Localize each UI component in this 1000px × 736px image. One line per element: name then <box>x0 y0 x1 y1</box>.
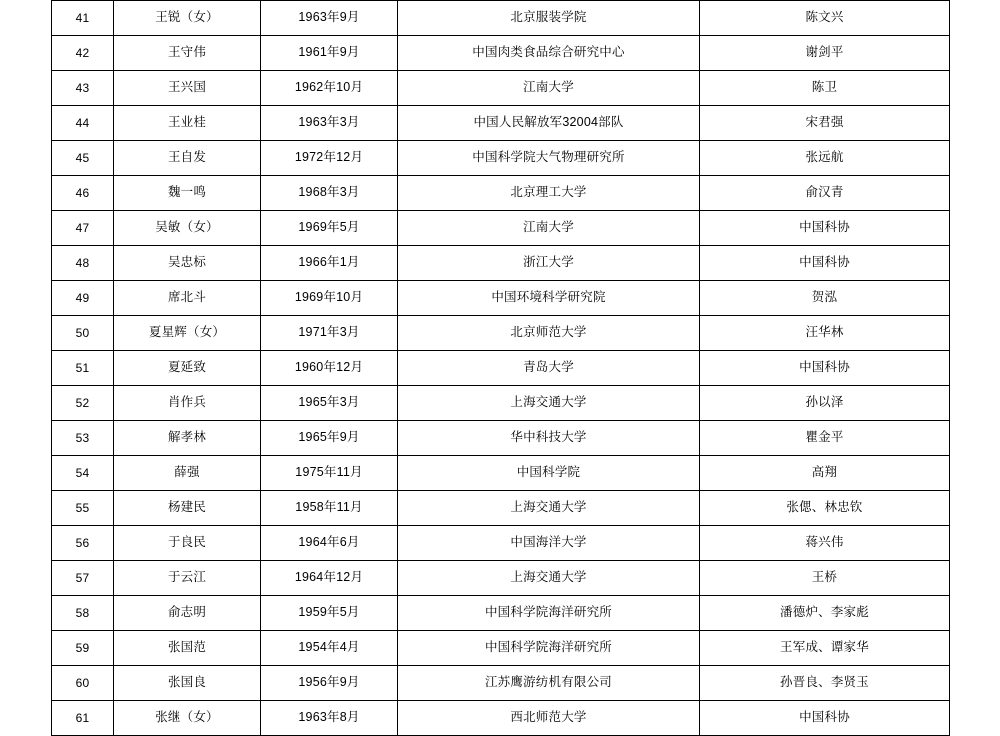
table-row <box>52 211 950 246</box>
cell-birthdate: 1965年9月 <box>261 421 398 456</box>
cell-organization: 江苏鹰游纺机有限公司 <box>398 666 700 701</box>
cell-number: 55 <box>52 491 114 526</box>
cell-organization: 华中科技大学 <box>398 421 700 456</box>
cell-name: 于云江 <box>114 561 261 596</box>
cell-birthdate: 1963年3月 <box>261 106 398 141</box>
cell-name: 夏延致 <box>114 351 261 386</box>
cell-referrer: 蒋兴伟 <box>700 526 950 561</box>
cell-organization: 北京理工大学 <box>398 176 700 211</box>
candidate-roster-table <box>51 0 950 736</box>
cell-birthdate: 1960年12月 <box>261 351 398 386</box>
cell-name: 杨建民 <box>114 491 261 526</box>
cell-referrer: 孙晋良、李贤玉 <box>700 666 950 701</box>
cell-organization: 中国科学院海洋研究所 <box>398 596 700 631</box>
cell-referrer: 王桥 <box>700 561 950 596</box>
cell-referrer: 汪华林 <box>700 316 950 351</box>
cell-organization: 中国环境科学研究院 <box>398 281 700 316</box>
cell-birthdate: 1964年6月 <box>261 526 398 561</box>
cell-referrer: 张远航 <box>700 141 950 176</box>
cell-name: 吴忠标 <box>114 246 261 281</box>
table-row <box>52 316 950 351</box>
cell-name: 俞志明 <box>114 596 261 631</box>
cell-birthdate: 1962年10月 <box>261 71 398 106</box>
cell-organization: 上海交通大学 <box>398 491 700 526</box>
cell-referrer: 潘德炉、李家彪 <box>700 596 950 631</box>
cell-birthdate: 1968年3月 <box>261 176 398 211</box>
cell-birthdate: 1969年5月 <box>261 211 398 246</box>
table-row <box>52 561 950 596</box>
table-row <box>52 456 950 491</box>
cell-birthdate: 1959年5月 <box>261 596 398 631</box>
cell-name: 薛强 <box>114 456 261 491</box>
cell-name: 肖作兵 <box>114 386 261 421</box>
cell-organization: 中国肉类食品综合研究中心 <box>398 36 700 71</box>
cell-number: 47 <box>52 211 114 246</box>
cell-organization: 上海交通大学 <box>398 386 700 421</box>
cell-referrer: 孙以泽 <box>700 386 950 421</box>
cell-name: 王业桂 <box>114 106 261 141</box>
table-row <box>52 281 950 316</box>
cell-referrer: 中国科协 <box>700 211 950 246</box>
cell-organization: 中国科学院海洋研究所 <box>398 631 700 666</box>
table-row <box>52 71 950 106</box>
table-row <box>52 666 950 701</box>
cell-referrer: 高翔 <box>700 456 950 491</box>
cell-number: 57 <box>52 561 114 596</box>
cell-birthdate: 1963年9月 <box>261 1 398 36</box>
cell-organization: 中国科学院 <box>398 456 700 491</box>
cell-referrer: 陈卫 <box>700 71 950 106</box>
table-body <box>52 1 950 736</box>
cell-organization: 西北师范大学 <box>398 701 700 736</box>
cell-birthdate: 1972年12月 <box>261 141 398 176</box>
cell-number: 50 <box>52 316 114 351</box>
cell-birthdate: 1956年9月 <box>261 666 398 701</box>
cell-birthdate: 1975年11月 <box>261 456 398 491</box>
cell-number: 41 <box>52 1 114 36</box>
cell-organization: 浙江大学 <box>398 246 700 281</box>
cell-number: 48 <box>52 246 114 281</box>
cell-name: 王自发 <box>114 141 261 176</box>
table-row <box>52 596 950 631</box>
cell-birthdate: 1958年11月 <box>261 491 398 526</box>
cell-organization: 北京师范大学 <box>398 316 700 351</box>
cell-referrer: 王军成、谭家华 <box>700 631 950 666</box>
cell-number: 44 <box>52 106 114 141</box>
cell-number: 56 <box>52 526 114 561</box>
cell-name: 张国良 <box>114 666 261 701</box>
table-row <box>52 351 950 386</box>
table-row <box>52 491 950 526</box>
cell-referrer: 俞汉青 <box>700 176 950 211</box>
table-row <box>52 141 950 176</box>
cell-referrer: 中国科协 <box>700 701 950 736</box>
cell-number: 54 <box>52 456 114 491</box>
table-row <box>52 36 950 71</box>
cell-name: 王兴国 <box>114 71 261 106</box>
cell-name: 于良民 <box>114 526 261 561</box>
table-row <box>52 701 950 736</box>
cell-number: 45 <box>52 141 114 176</box>
cell-organization: 上海交通大学 <box>398 561 700 596</box>
cell-organization: 中国海洋大学 <box>398 526 700 561</box>
table-row <box>52 176 950 211</box>
cell-number: 43 <box>52 71 114 106</box>
cell-birthdate: 1961年9月 <box>261 36 398 71</box>
cell-number: 42 <box>52 36 114 71</box>
cell-number: 51 <box>52 351 114 386</box>
cell-birthdate: 1963年8月 <box>261 701 398 736</box>
cell-number: 46 <box>52 176 114 211</box>
cell-number: 59 <box>52 631 114 666</box>
cell-birthdate: 1971年3月 <box>261 316 398 351</box>
cell-birthdate: 1964年12月 <box>261 561 398 596</box>
cell-organization: 青岛大学 <box>398 351 700 386</box>
table-row <box>52 386 950 421</box>
cell-name: 吴敏（女） <box>114 211 261 246</box>
cell-number: 58 <box>52 596 114 631</box>
cell-number: 53 <box>52 421 114 456</box>
table-row <box>52 1 950 36</box>
cell-referrer: 张偲、林忠钦 <box>700 491 950 526</box>
cell-organization: 江南大学 <box>398 71 700 106</box>
cell-referrer: 中国科协 <box>700 246 950 281</box>
cell-name: 王守伟 <box>114 36 261 71</box>
cell-name: 张国范 <box>114 631 261 666</box>
cell-organization: 中国科学院大气物理研究所 <box>398 141 700 176</box>
cell-number: 52 <box>52 386 114 421</box>
table-row <box>52 526 950 561</box>
cell-referrer: 瞿金平 <box>700 421 950 456</box>
cell-birthdate: 1969年10月 <box>261 281 398 316</box>
cell-name: 张继（女） <box>114 701 261 736</box>
cell-number: 60 <box>52 666 114 701</box>
cell-name: 席北斗 <box>114 281 261 316</box>
table-row <box>52 246 950 281</box>
cell-referrer: 谢剑平 <box>700 36 950 71</box>
cell-organization: 江南大学 <box>398 211 700 246</box>
cell-name: 王锐（女） <box>114 1 261 36</box>
table-row <box>52 106 950 141</box>
cell-birthdate: 1966年1月 <box>261 246 398 281</box>
cell-birthdate: 1965年3月 <box>261 386 398 421</box>
cell-name: 解孝林 <box>114 421 261 456</box>
cell-number: 61 <box>52 701 114 736</box>
cell-birthdate: 1954年4月 <box>261 631 398 666</box>
cell-organization: 中国人民解放军32004部队 <box>398 106 700 141</box>
cell-name: 魏一鸣 <box>114 176 261 211</box>
cell-referrer: 中国科协 <box>700 351 950 386</box>
cell-referrer: 贺泓 <box>700 281 950 316</box>
cell-number: 49 <box>52 281 114 316</box>
cell-organization: 北京服装学院 <box>398 1 700 36</box>
cell-referrer: 陈文兴 <box>700 1 950 36</box>
cell-referrer: 宋君强 <box>700 106 950 141</box>
cell-name: 夏星辉（女） <box>114 316 261 351</box>
table-row <box>52 421 950 456</box>
table-row <box>52 631 950 666</box>
